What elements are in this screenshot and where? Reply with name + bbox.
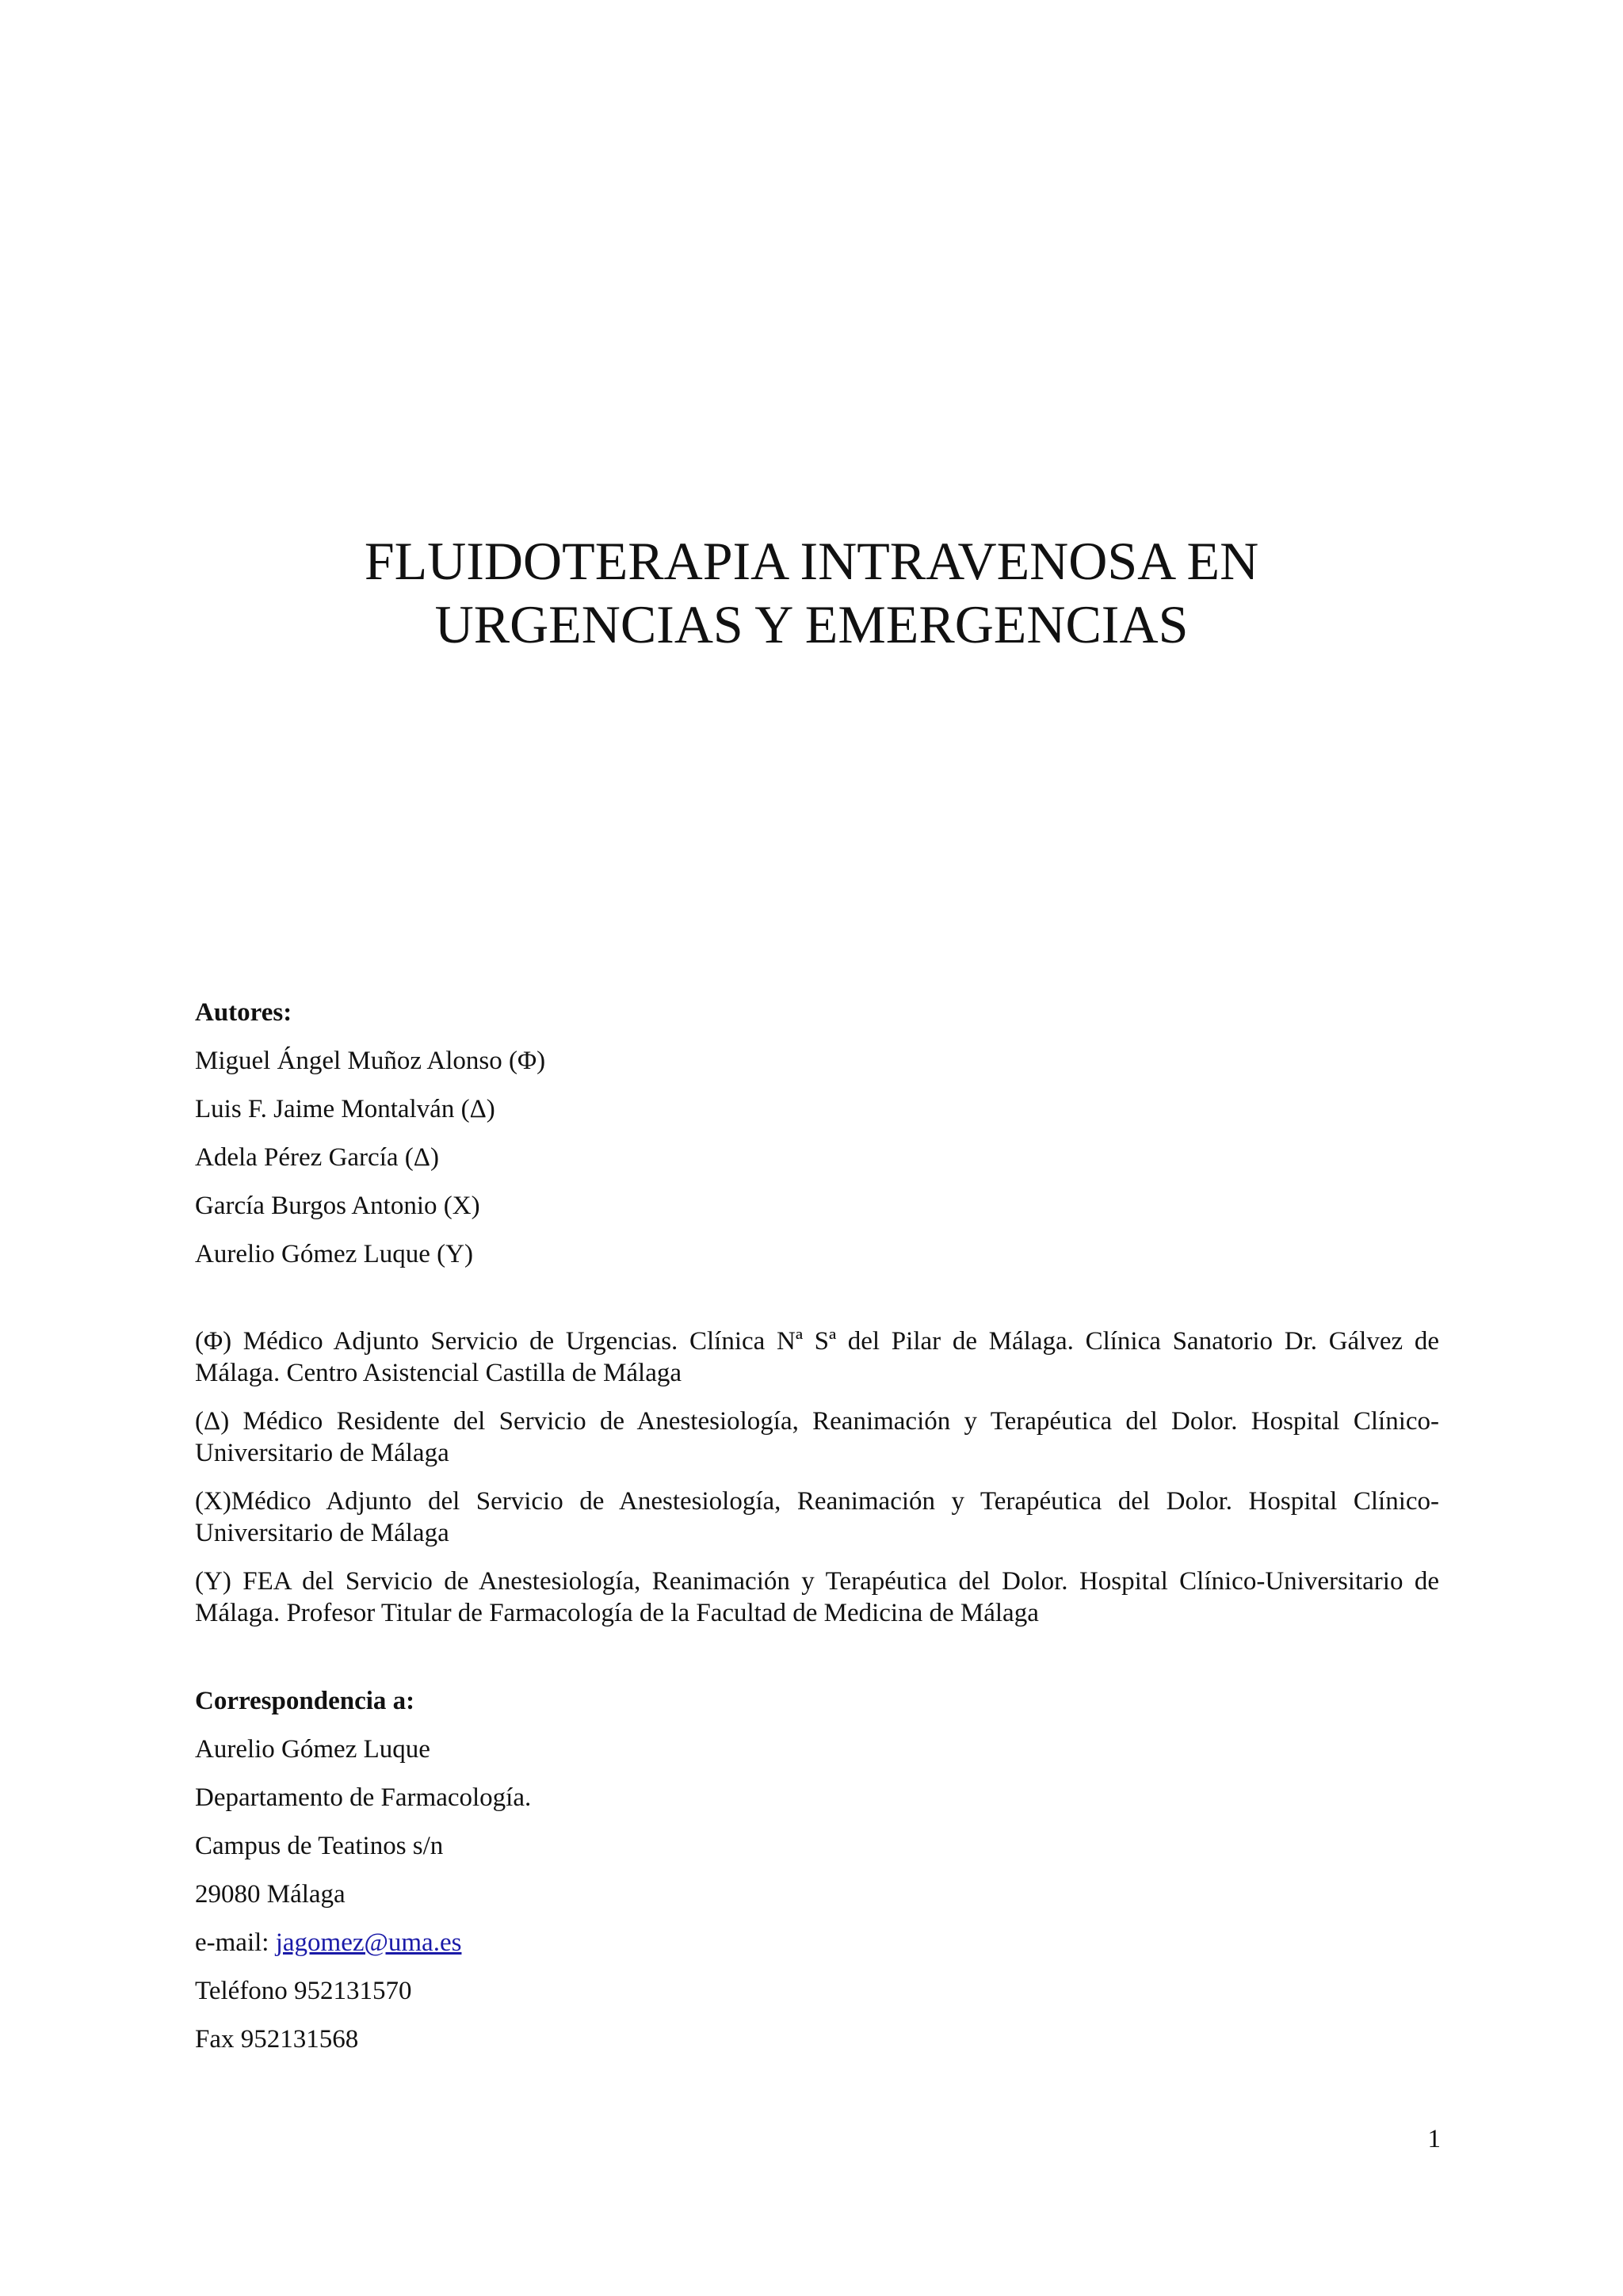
affiliations-section xyxy=(195,1325,1439,1629)
affiliation-item: (X)Médico Adjunto del Servicio de Anestesiología, Reanimación y Terapéutica del Dolor. Hospital Clínico-Universitario de Málaga xyxy=(195,1487,1439,1547)
author-item: García Burgos Antonio (X) xyxy=(195,1192,480,1220)
author-item: Miguel Ángel Muñoz Alonso (Φ) xyxy=(195,1047,546,1075)
document-body xyxy=(195,997,1439,2072)
correspondence-email-line xyxy=(195,1927,1439,1958)
author-item: Luis F. Jaime Montalván (Δ) xyxy=(195,1095,495,1123)
correspondence-name: Aurelio Gómez Luque xyxy=(195,1735,430,1764)
correspondence-fax: Fax 952131568 xyxy=(195,2025,359,2054)
authors-section xyxy=(195,997,1439,1270)
correspondence-heading: Correspondencia a: xyxy=(195,1687,415,1715)
affiliation-item: (Y) FEA del Servicio de Anestesiología, Reanimación y Terapéutica del Dolor. Hospital Clínico-Universitario de Málaga. Profesor Titular de Farmacología de la Facultad de Medicina de Málaga xyxy=(195,1567,1439,1627)
title-line-2: URGENCIAS Y EMERGENCIAS xyxy=(434,594,1189,654)
email-label: e-mail: xyxy=(195,1928,276,1957)
correspondence-campus: Campus de Teatinos s/n xyxy=(195,1832,444,1860)
title-line-1: FLUIDOTERAPIA INTRAVENOSA EN xyxy=(364,531,1259,591)
author-item: Adela Pérez García (Δ) xyxy=(195,1143,439,1172)
page-number: 1 xyxy=(1427,2125,1441,2153)
author-item: Aurelio Gómez Luque (Y) xyxy=(195,1240,473,1268)
affiliation-item: (Δ) Médico Residente del Servicio de Anestesiología, Reanimación y Terapéutica del Dolor. Hospital Clínico-Universitario de Málaga xyxy=(195,1407,1439,1467)
document-title xyxy=(0,529,1623,656)
correspondence-phone: Teléfono 952131570 xyxy=(195,1977,412,2005)
correspondence-city: 29080 Málaga xyxy=(195,1880,346,1909)
correspondence-section xyxy=(195,1685,1439,2055)
correspondence-department: Departamento de Farmacología. xyxy=(195,1783,532,1812)
authors-heading: Autores: xyxy=(195,998,292,1027)
affiliation-item: (Φ) Médico Adjunto Servicio de Urgencias. Clínica Nª Sª del Pilar de Málaga. Clínica Sanatorio Dr. Gálvez de Málaga. Centro Asistencial Castilla de Málaga xyxy=(195,1327,1439,1387)
email-link[interactable]: jagomez@uma.es xyxy=(275,1928,462,1957)
